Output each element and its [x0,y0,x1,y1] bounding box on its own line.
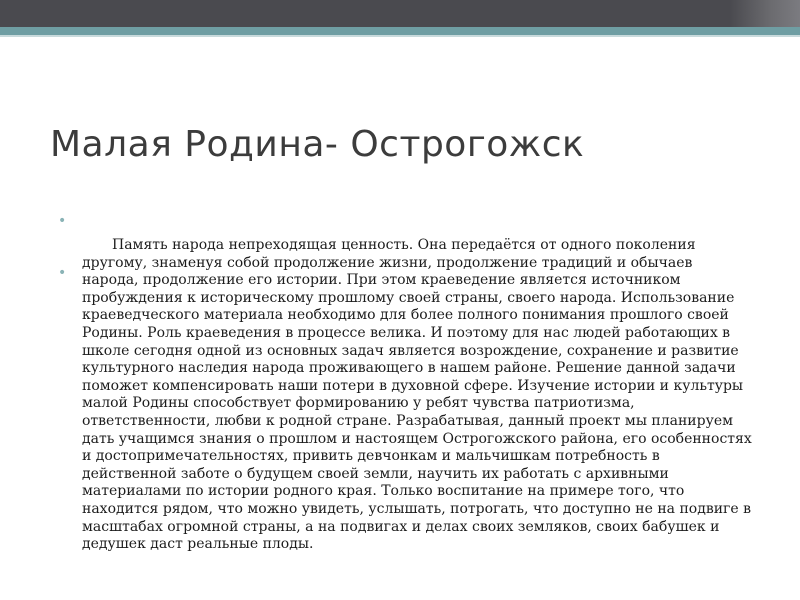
bullet-item-text [58,237,758,554]
slide-content [58,213,758,554]
bullet-marker-icon: • [58,265,67,281]
header-band [0,0,800,27]
bullet-item-empty [58,213,758,237]
accent-band [0,27,800,35]
body-paragraph: Память народа непреходящая ценность. Она передаётся от одного поколения другому, знаменуя собой продолжение жизни, продолжение традиций и обычаев народа, продолжение его истории. При этом краеведение является источником пробуждения к историческому прошлому своей страны, своего народа. Использование краеведческого материала необходимо для более полного понимания прошлого своей Родины. Роль краеведения в процессе велика. И поэтому для нас людей работающих в школе сегодня одной из основных задач является возрождение, сохранение и развитие культурного наследия народа проживающего в нашем районе. Решение данной задачи поможет компенсировать наши потери в духовной сфере. Изучение истории и культуры малой Родины способствует формированию у ребят чувства патриотизма, ответственности, любви к родной стране. Разрабатывая, данный проект мы планируем дать учащимся знания о прошлом и настоящем Острогожского района, его особенностях и достопримечательностях, привить девчонкам и мальчишкам потребность в действенной заботе о будущем своей земли, научить их работать с архивными материалами по истории родного края. Только воспитание на примере того, что находится рядом, что можно увидеть, услышать, потрогать, что доступно не на подвиге в масштабах огромной страны, а на подвигах и делах своих земляков, своих бабушек и дедушек даст реальные плоды. [82,237,752,553]
header-band-shade [730,0,800,27]
bullet-marker-icon: • [58,213,67,229]
slide-title: Малая Родина- Острогожск [50,124,585,165]
accent-line [0,35,800,37]
